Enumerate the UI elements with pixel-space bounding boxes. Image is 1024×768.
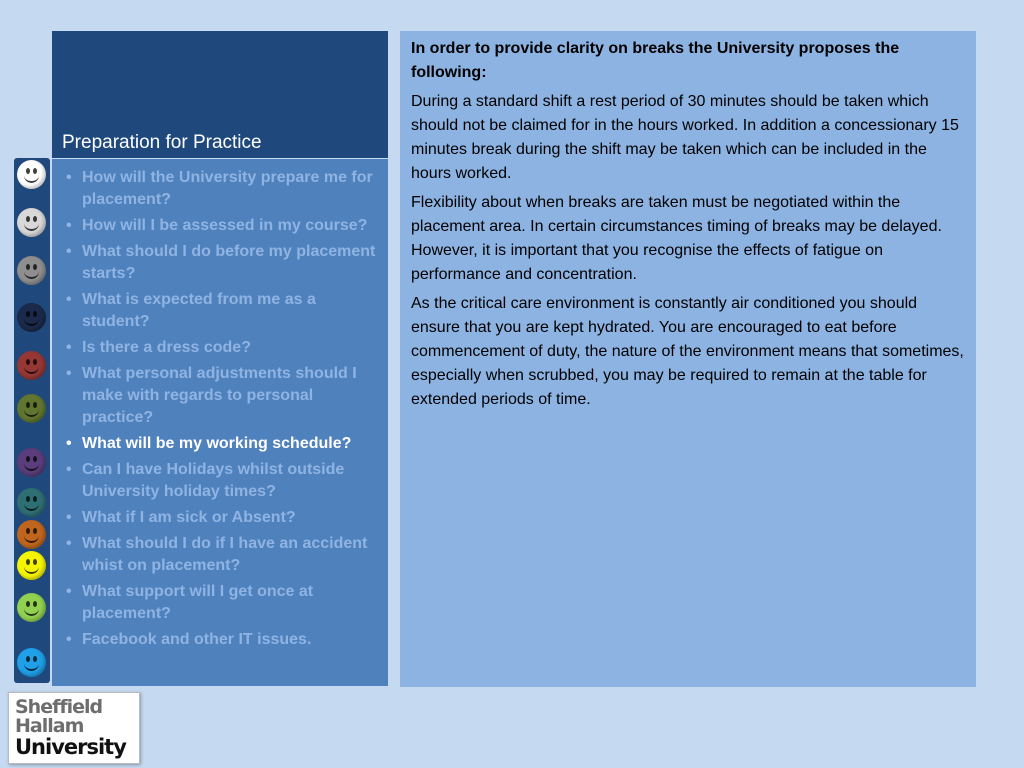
menu-item[interactable]: • What support will I get once at placement?: [62, 581, 380, 625]
menu-item[interactable]: • What should I do before my placement starts?: [62, 241, 380, 285]
menu-item[interactable]: • What personal adjustments should I make with regards to personal practice?: [62, 363, 380, 429]
smiley-icon-orange[interactable]: [17, 520, 46, 549]
menu-item[interactable]: • Is there a dress code?: [62, 337, 380, 359]
smiley-icon-blue[interactable]: [17, 648, 46, 677]
logo-line-1: Sheffield: [15, 696, 103, 718]
menu-item[interactable]: • Facebook and other IT issues.: [62, 629, 380, 651]
smiley-icon-dark-red[interactable]: [17, 351, 46, 380]
logo-line-3: University: [15, 735, 126, 759]
section-header: [52, 31, 388, 158]
smiley-icon-green[interactable]: [17, 593, 46, 622]
smiley-icon-teal[interactable]: [17, 488, 46, 517]
body-paragraph: As the critical care environment is constantly air conditioned you should ensure that you are kept hydrated. You are encouraged to eat before commencement of duty, the nature of the environment means that sometimes, especially when scrubbed, you may be required to remain at the table for extended periods of time.: [411, 295, 964, 408]
smiley-icon-olive[interactable]: [17, 394, 46, 423]
university-logo: [8, 692, 140, 764]
logo-line-2: Hallam: [15, 715, 84, 737]
menu-item[interactable]: • How will I be assessed in my course?: [62, 215, 380, 237]
menu-item[interactable]: • What should I do if I have an accident whist on placement?: [62, 533, 380, 577]
menu-item[interactable]: • Can I have Holidays whilst outside University holiday times?: [62, 459, 380, 503]
icon-strip: [14, 158, 50, 683]
content-body: [400, 31, 976, 412]
smiley-icon-white[interactable]: [17, 160, 46, 189]
smiley-icon-grey[interactable]: [17, 256, 46, 285]
smiley-icon-purple[interactable]: [17, 448, 46, 477]
menu-item[interactable]: • How will the University prepare me for placement?: [62, 167, 380, 211]
section-title: Preparation for Practice: [62, 132, 262, 153]
question-list: [52, 159, 388, 651]
body-paragraph: Flexibility about when breaks are taken must be negotiated within the placement area. In certain circumstances timing of breaks may be delayed. However, it is important that you recognise the effects of fatigue on performance and concentration.: [411, 194, 942, 283]
smiley-icon-light-grey[interactable]: [17, 208, 46, 237]
smiley-icon-navy[interactable]: [17, 303, 46, 332]
content-panel: [400, 31, 976, 687]
menu-item[interactable]: • What is expected from me as a student?: [62, 289, 380, 333]
menu-item[interactable]: • What if I am sick or Absent?: [62, 507, 380, 529]
smiley-icon-yellow[interactable]: [17, 551, 46, 580]
body-paragraph: During a standard shift a rest period of 30 minutes should be taken which should not be claimed for in the hours worked. In addition a concessionary 15 minutes break during the shift may be taken which can be included in the hours worked.: [411, 93, 959, 182]
menu-item[interactable]: • What will be my working schedule?: [62, 433, 380, 455]
question-menu: [52, 159, 388, 686]
lead-paragraph: In order to provide clarity on breaks the University proposes the following:: [411, 40, 900, 81]
